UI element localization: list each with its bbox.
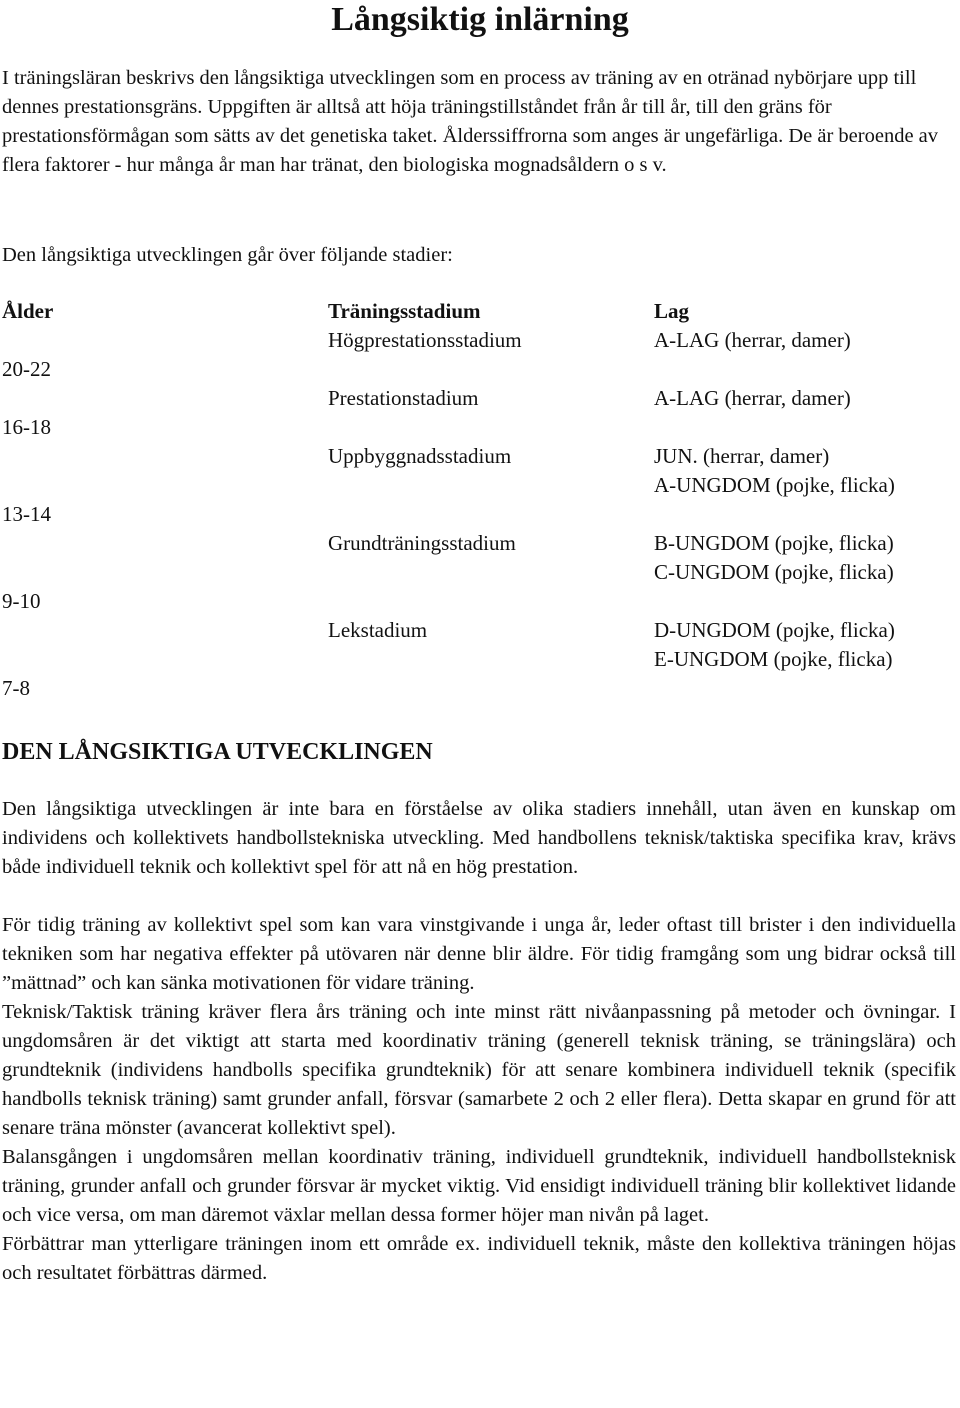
section-heading: DEN LÅNGSIKTIGA UTVECKLINGEN bbox=[2, 739, 433, 765]
header-age: Ålder bbox=[2, 299, 54, 323]
age-item: 16-18 bbox=[2, 415, 51, 439]
stage-item: Grundträningsstadium bbox=[328, 531, 516, 555]
age-item: 20-22 bbox=[2, 357, 51, 381]
body-text bbox=[2, 795, 956, 1288]
stage-item: Prestationstadium bbox=[328, 386, 479, 410]
body-paragraph: Balansgången i ungdomsåren mellan koordinativ träning, individuell grundteknik, individuell handbollsteknisk träning, grunder anfall och grunder försvar är mycket viktig. Vid ensidigt individuell träning blir kollektivet lidande och vice versa, om man däremot växlar mellan dessa former höjer man nivån på laget. bbox=[2, 1146, 956, 1226]
team-item: JUN. (herrar, damer) bbox=[654, 444, 830, 468]
intro-paragraph bbox=[2, 64, 954, 180]
stage-item: Högprestationsstadium bbox=[328, 328, 522, 352]
team-item: E-UNGDOM (pojke, flicka) bbox=[654, 647, 893, 671]
body-paragraph: Förbättrar man ytterligare träningen inom ett område ex. individuell teknik, måste den kollektiva träningen höjas och resultatet förbättras därmed. bbox=[2, 1233, 956, 1284]
body-paragraph: För tidig träning av kollektivt spel som kan vara vinstgivande i unga år, leder oftast till brister i den individuella tekniken som har negativa effekter på utövaren när denne blir äldre. För tidig framgång som ung bidrar också till ”mättnad” och kan sänka motivationen för vidare träning. bbox=[2, 914, 956, 994]
stages-intro: Den långsiktiga utvecklingen går över följande stadier: bbox=[2, 244, 453, 266]
body-paragraph: Den långsiktiga utvecklingen är inte bara en förståelse av olika stadiers innehåll, utan även en kunskap om individens och kollektivets handbollstekniska utveckling. Med handbollens teknisk/taktiska specifika krav, krävs både individuell teknik och kollektivt spel för att nå en hög prestation. bbox=[2, 798, 956, 878]
team-item: A-LAG (herrar, damer) bbox=[654, 386, 851, 410]
intro-text: I träningsläran beskrivs den långsiktiga utvecklingen som en process av träning av en otränad nybörjare upp till dennes prestationsgräns. Uppgiften är alltså att höja träningstillståndet från år till år, till den gräns för prestationsförmågan som sätts av det genetiska taket. Ålderssiffrorna som anges är ungefärliga. De är beroende av flera faktorer - hur många år man har tränat, den biologiska mognadsåldern o s v. bbox=[2, 67, 939, 176]
page-title: Långsiktig inlärning bbox=[331, 1, 629, 38]
header-stage: Träningsstadium bbox=[328, 299, 481, 323]
age-item: 7-8 bbox=[2, 676, 30, 700]
age-item: 13-14 bbox=[2, 502, 51, 526]
team-item: A-LAG (herrar, damer) bbox=[654, 328, 851, 352]
stage-item: Lekstadium bbox=[328, 618, 428, 642]
body-paragraph: Teknisk/Taktisk träning kräver flera års träning och inte minst rätt nivåanpassning på metoder och övningar. I ungdomsåren är det viktigt att starta med koordinativ träning (generell teknisk träning, se träningslära) och grundteknik (individens handbolls specifika grundteknik) för att senare kombinera individuell teknik (specifik handbolls teknisk träning) samt grunder anfall, försvar (samarbete 2 och 2 eller flera). Detta skapar en grund för att senare träna mönster (avancerat kollektivt spel). bbox=[2, 1001, 956, 1139]
team-item: C-UNGDOM (pojke, flicka) bbox=[654, 560, 894, 584]
header-team: Lag bbox=[654, 299, 690, 323]
team-item: D-UNGDOM (pojke, flicka) bbox=[654, 618, 895, 642]
stage-item: Uppbyggnadsstadium bbox=[328, 444, 512, 468]
team-item: B-UNGDOM (pojke, flicka) bbox=[654, 531, 894, 555]
team-item: A-UNGDOM (pojke, flicka) bbox=[654, 473, 895, 497]
age-item: 9-10 bbox=[2, 589, 41, 613]
